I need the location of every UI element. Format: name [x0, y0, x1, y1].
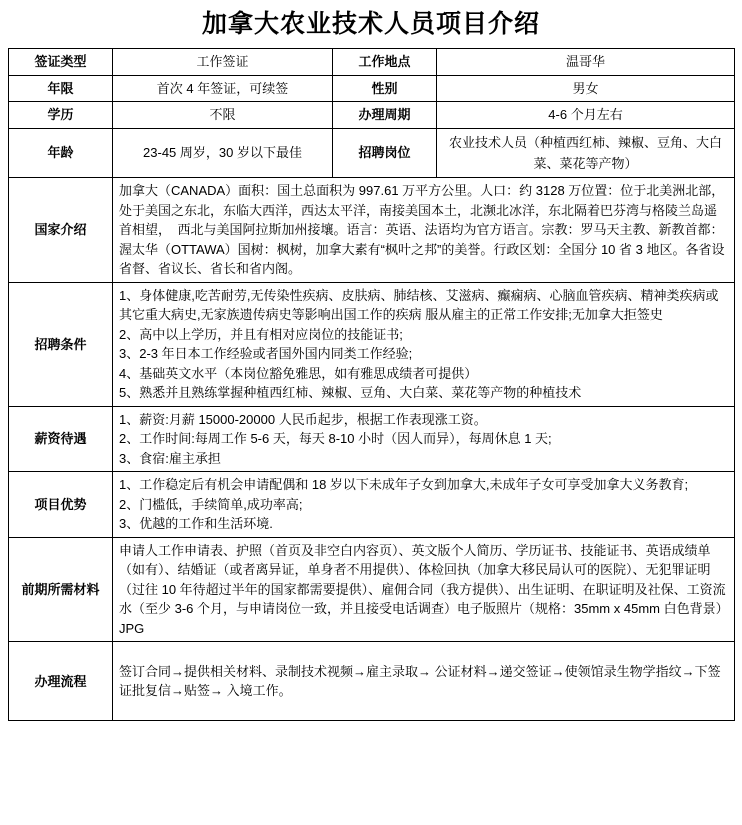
list-item: 4、基础英文水平（本岗位豁免雅思，如有雅思成绩者可提供）: [119, 365, 478, 381]
salary-list: [113, 406, 735, 472]
list-item: 2、工作时间:每周工作 5-6 天，每天 8-10 小时（因人而异），每周休息 1 天;: [119, 431, 552, 447]
list-item: 3、2-3 年日本工作经验或者国外国内同类工作经验;: [119, 346, 413, 362]
table-row-country: [9, 178, 735, 283]
visa-type-value: 工作签证: [113, 49, 333, 76]
table-row-advantages: [9, 472, 735, 538]
process-text: 签订合同→提供相关材料、录制技术视频→雇主录取→ 公证材料→递交签证→使领馆录生物学指纹→下签证批复信→贴签→ 入境工作。: [113, 642, 735, 721]
table-row: [9, 75, 735, 102]
materials-text: 申请人工作申请表、护照（首页及非空白内容页）、英文版个人简历、学历证书、技能证书、英语成绩单（如有）、结婚证（或者离异证，单身者不用提供）、体检回执（加拿大移民局认可的医院）、无犯罪证明（过往 10 年待超过半年的国家都需要提供）、雇佣合同（我方提供）、出生证明、在职证明及社保、工资流水（至少 3-6 个月，与申请岗位一致，并且接受电话调查）电子版照片（规格：35mm x 45mm 白色背景）JPG: [113, 537, 735, 642]
age-value: 23-45 周岁，30 岁以下最佳: [113, 128, 333, 178]
years-label: 年限: [9, 75, 113, 102]
position-value: 农业技术人员（种植西红柿、辣椒、豆角、大白菜、菜花等产物）: [437, 128, 735, 178]
advantages-label: 项目优势: [9, 472, 113, 538]
project-info-table: [8, 48, 735, 721]
education-label: 学历: [9, 102, 113, 129]
cycle-value: 4-6 个月左右: [437, 102, 735, 129]
gender-label: 性别: [333, 75, 437, 102]
requirements-list: [113, 282, 735, 406]
list-item: 1、薪资:月薪 15000-20000 人民币起步，根据工作表现涨工资。: [119, 411, 487, 427]
list-item: 1、身体健康,吃苦耐劳,无传染性疾病、皮肤病、肺结核、艾滋病、癫痫病、心脑血管疾病、精神类疾病或其它重大病史,无家族遗传病史等影响出国工作的疾病 服从雇主的正常工作安排;无加拿大拒签史: [119, 287, 719, 323]
age-label: 年龄: [9, 128, 113, 178]
position-label: 招聘岗位: [333, 128, 437, 178]
years-value: 首次 4 年签证，可续签: [113, 75, 333, 102]
list-item: 3、优越的工作和生活环境.: [119, 516, 273, 532]
gender-value: 男女: [437, 75, 735, 102]
list-item: 2、门槛低，手续简单,成功率高;: [119, 496, 303, 512]
country-label: 国家介绍: [9, 178, 113, 283]
page-title: 加拿大农业技术人员项目介绍: [201, 11, 540, 38]
table-row-salary: [9, 406, 735, 472]
list-item: 1、工作稳定后有机会申请配偶和 18 岁以下未成年子女到加拿大,未成年子女可享受加拿大义务教育;: [119, 477, 689, 493]
table-row-process: [9, 642, 735, 721]
table-row-requirements: [9, 282, 735, 406]
country-text: 加拿大（CANADA）面积：国土总面积为 997.61 万平方公里。人口：约 3128 万位置：位于北美洲北部，处于美国之东北，东临大西洋，西达太平洋，南接美国本土，北濒北冰洋，东北隔着巴芬湾与格陵兰岛遥首相望， 西北与美国阿拉斯加州接壤。语言：英语、法语均为官方语言。宗教：罗马天主教、新教首都：渥太华（OTTAWA）国树：枫树，加拿大素有“枫叶之邦”的美誉。行政区划：全国分 10 省 3 地区。各省设省督、省议长、省长和省内阁。: [113, 178, 735, 283]
table-row: [9, 49, 735, 76]
work-place-label: 工作地点: [333, 49, 437, 76]
materials-label: 前期所需材料: [9, 537, 113, 642]
requirements-label: 招聘条件: [9, 282, 113, 406]
salary-label: 薪资待遇: [9, 406, 113, 472]
table-row-materials: [9, 537, 735, 642]
visa-type-label: 签证类型: [9, 49, 113, 76]
list-item: 3、食宿:雇主承担: [119, 450, 221, 466]
list-item: 5、熟悉并且熟练掌握种植西红柿、辣椒、豆角、大白菜、菜花等产物的种植技术: [119, 385, 582, 401]
education-value: 不限: [113, 102, 333, 129]
advantages-list: [113, 472, 735, 538]
list-item: 2、高中以上学历，并且有相对应岗位的技能证书;: [119, 326, 403, 342]
table-row: [9, 128, 735, 178]
cycle-label: 办理周期: [333, 102, 437, 129]
process-label: 办理流程: [9, 642, 113, 721]
table-row: [9, 102, 735, 129]
work-place-value: 温哥华: [437, 49, 735, 76]
